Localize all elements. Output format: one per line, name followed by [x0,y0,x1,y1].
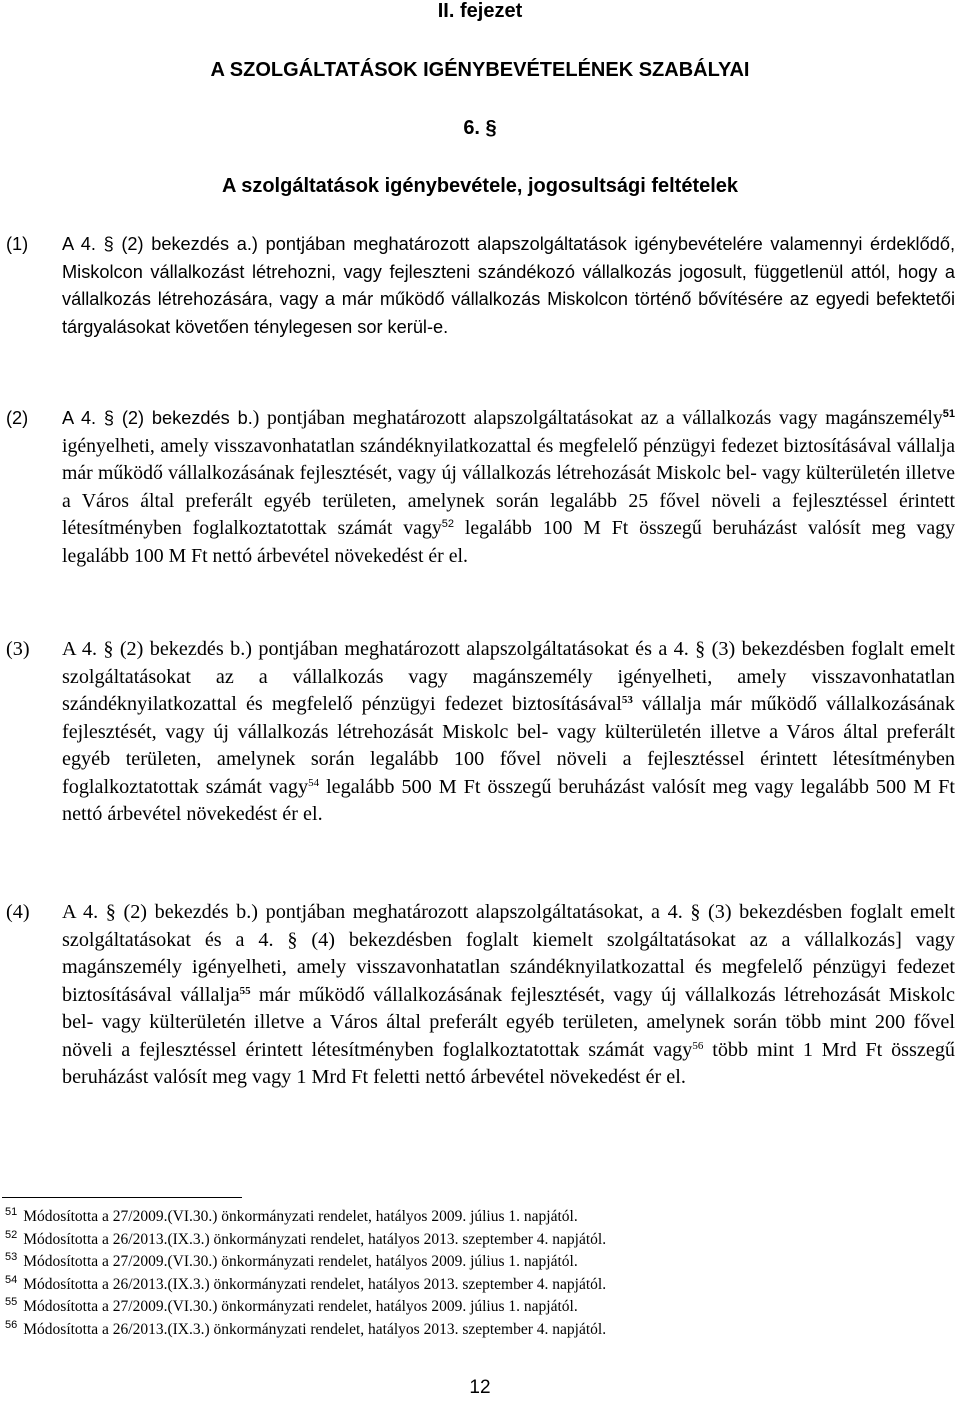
paragraph-4 [0,899,960,1092]
footnotes-list [5,1206,945,1341]
footnote-text: Módosította a 26/2013.(IX.3.) önkormányzati rendelet, hatályos 2013. szeptember 4. napjától. [23,1320,607,1338]
footnote-number: 53 [5,1251,18,1263]
paragraph-text [62,899,955,1092]
footnote-number: 54 [5,1273,18,1286]
footnote-item [5,1319,945,1342]
footnote-text: Módosította a 27/2009.(VI.30.) önkormányzati rendelet, hatályos 2009. július 1. napjától. [23,1253,578,1270]
footnote-text: Módosította a 26/2013.(IX.3.) önkormányzati rendelet, hatályos 2013. szeptember 4. napjától. [23,1230,607,1248]
paragraph-text-part: A 4. § (2) bekezdés b.) pontjában meghatározott alapszolgáltatásokat, a 4. § (3) bekezdésben foglalt emelt szolgáltatásokat és a 4. § (4) bekezdésben foglalt kiemelt szolgáltatásokat az a vállalkozás] vagy magánszemély igényelheti, amely visszavonhatatlan szándéknyilatkozattal és megfelelő pénzügyi fedezet biztosításával vállalja [62,901,955,1006]
footnote-text: Módosította a 26/2013.(IX.3.) önkormányzati rendelet, hatályos 2013. szeptember 4. napjától. [23,1275,607,1293]
footnote-ref[interactable]: 53 [621,694,633,706]
paragraph-text-part: már működő vállalkozásának fejlesztését, vagy új vállalkozás létrehozását Miskolc bel- vagy külterületén illetve a Város által preferált egyéb területen, amelynek során több mint 200 fővel növeli a fejlesztéssel érintett létesítményben foglalkoztatottak számát vagy [62,983,955,1061]
footnote-separator [2,1197,242,1198]
footnote-ref[interactable]: 52 [441,518,454,530]
paragraph-text-part: igényelheti, amely visszavonhatatlan szándéknyilatkozattal és megfelelő pénzügyi fedezet biztosításával vállalja már működő vállalkozásának fejlesztését, vagy új vállalkozás létrehozását Miskolc bel- vagy külterületén illetve a Város által preferált egyéb területen, amelynek során legalább 25 fővel növeli a fejlesztéssel érintett létesítményben foglalkoztatottak számát vagy [62,434,955,539]
footnote-item [5,1229,945,1252]
paragraph-text-part: legalább 500 M Ft összegű beruházást valósít meg vagy legalább 500 M Ft nettó árbevétel növekedést ér el. [62,775,955,825]
footnote-ref[interactable]: 56 [692,1039,704,1052]
footnote-ref[interactable]: 51 [942,408,955,420]
paragraph-text-part: A 4. § (2) bekezdés b.) pontjában meghatározott alapszolgáltatásokat és a 4. § (3) bekezdésben foglalt emelt szolgáltatásokat az a vállalkozás vagy magánszemély igényelheti, amely visszavonhatatlan szándéknyilatkozattal és megfelelő pénzügyi fedezet biztosításával [62,638,955,715]
footnote-item [5,1251,945,1274]
footnote-item [5,1206,945,1229]
paragraph-number: (4) [6,901,30,923]
paragraph-3 [0,636,960,829]
footnote-number: 56 [5,1318,18,1331]
paragraph-number: (3) [6,638,30,660]
paragraph-text-part: A 4. § (2) bekezdés b. [62,408,253,428]
footnote-ref[interactable]: 55 [239,984,251,997]
paragraph-1 [0,231,960,341]
footnote-text: Módosította a 27/2009.(VI.30.) önkormányzati rendelet, hatályos 2009. július 1. napjától. [23,1298,578,1315]
chapter-title: A SZOLGÁLTATÁSOK IGÉNYBEVÉTELÉNEK SZABÁLYAI [210,59,750,81]
paragraph-number: (1) [6,234,29,254]
footnote-number: 55 [5,1296,18,1308]
paragraph-number: (2) [6,408,29,428]
page-number: 12 [469,1377,491,1398]
paragraph-text-part: legalább 100 M Ft összegű beruházást valósít meg vagy legalább 100 M Ft nettó árbevétel növekedést ér el. [62,517,955,567]
paragraph-text: A 4. § (2) bekezdés a.) pontjában meghatározott alapszolgáltatások igénybevételére valamennyi érdeklődő, Miskolcon vállalkozást létrehozni, vagy fejleszteni szándékozó vállalkozás jogosult, függetlenül attól, hogy a vállalkozás létrehozására, vagy a már működő vállalkozás Miskolcon történő bővítésére az egyedi befektetői tárgyalásokat követően ténylegesen sor kerül-e. [62,234,955,337]
paragraph-text-part: ) pontjában meghatározott alapszolgáltatásokat az a vállalkozás vagy magánszemély [252,407,943,429]
paragraph-text [62,405,955,570]
paragraph-text [62,636,955,829]
footnote-number: 51 [5,1206,18,1218]
footnote-ref[interactable]: 54 [308,776,320,789]
chapter-heading: II. fejezet [437,0,523,22]
footnote-item [5,1274,945,1297]
footnote-number: 52 [5,1228,18,1241]
section-title: A szolgáltatások igénybevétele, jogosultsági feltételek [221,175,739,197]
footnote-text: Módosította a 27/2009.(VI.30.) önkormányzati rendelet, hatályos 2009. július 1. napjától. [23,1208,578,1225]
paragraph-2 [0,405,960,570]
paragraph-text-part: több mint 1 Mrd Ft összegű beruházást valósít meg vagy 1 Mrd Ft feletti nettó árbevétel növekedést ér el. [62,1038,956,1088]
paragraph-text-part: vállalja már működő vállalkozásának fejlesztését, vagy új vállalkozás létrehozását Miskolc bel- vagy külterületén illetve a Város által preferált egyéb területen, amelynek során legalább 100 fővel növeli a fejlesztéssel érintett létesítményben foglalkoztatottak számát vagy [62,693,955,798]
footnote-item [5,1296,945,1319]
section-number: 6. § [463,117,497,139]
